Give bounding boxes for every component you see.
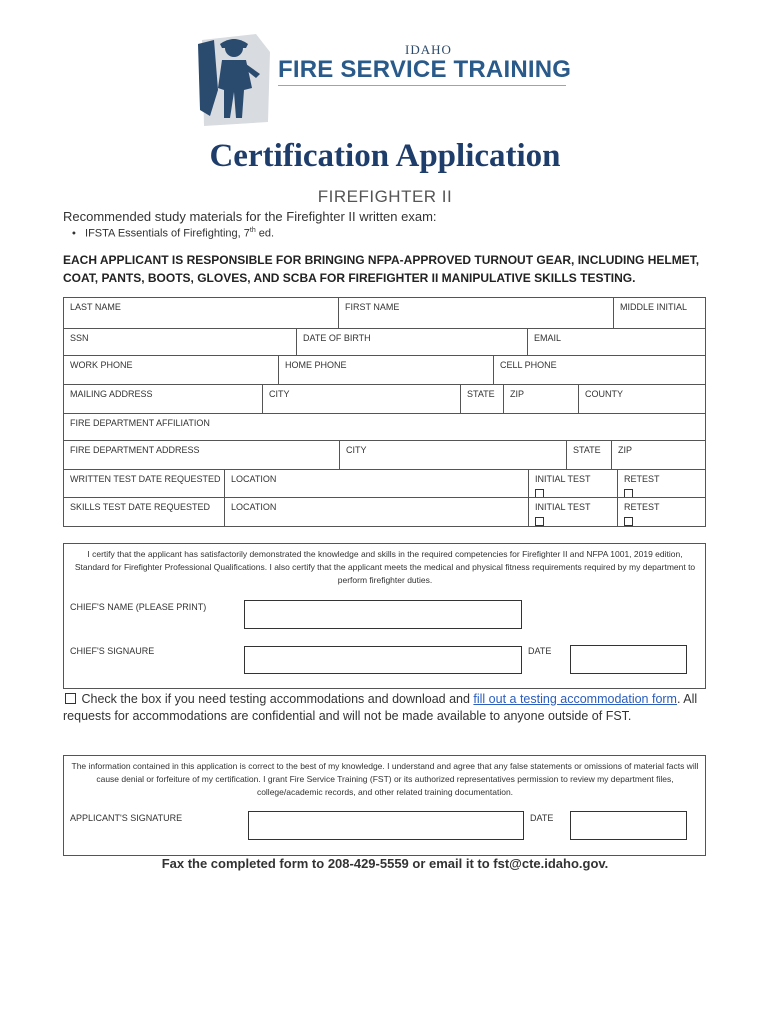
email-field[interactable]	[527, 328, 706, 356]
logo-state-text: IDAHO	[405, 42, 452, 57]
ssn-field[interactable]	[63, 328, 297, 356]
study-item: • IFSTA Essentials of Firefighting, 7th ed.	[72, 227, 275, 240]
city-label: CITY	[269, 389, 290, 399]
skills-location-label: LOCATION	[231, 502, 277, 512]
first-name-label: FIRST NAME	[345, 302, 400, 312]
accommodation-checkbox[interactable]	[65, 693, 76, 704]
page-subtitle: FIREFIGHTER II	[317, 187, 453, 206]
first-name-field[interactable]	[338, 297, 614, 329]
chief-name-label: CHIEF'S NAME (PLEASE PRINT)	[70, 602, 207, 612]
cell-phone-field[interactable]	[493, 355, 706, 385]
home-phone-label: HOME PHONE	[285, 360, 347, 370]
accommodation-form-link[interactable]: fill out a testing accommodation form	[473, 692, 677, 706]
dept-city-label: CITY	[346, 445, 367, 455]
written-initial-test-cell	[528, 469, 618, 498]
chief-signature-label: CHIEF'S SIGNAURE	[70, 646, 155, 656]
fax-email-instructions: Fax the completed form to 208-429-5559 or email it to fst@cte.idaho.gov.	[161, 856, 609, 871]
chief-name-input[interactable]	[244, 600, 522, 629]
mailing-address-label: MAILING ADDRESS	[70, 389, 153, 399]
logo-title-text: FIRE SERVICE TRAINING	[278, 56, 572, 83]
skills-initial-test-checkbox[interactable]	[535, 517, 544, 526]
dept-zip-field[interactable]	[611, 440, 706, 470]
zip-field[interactable]	[503, 384, 579, 414]
last-name-label: LAST NAME	[70, 302, 121, 312]
chief-certification-box	[63, 543, 706, 689]
applicant-date-input[interactable]	[570, 811, 687, 840]
written-date-label: WRITTEN TEST DATE REQUESTED	[70, 474, 221, 484]
skills-retest-label: RETEST	[624, 502, 660, 512]
email-label: EMAIL	[534, 333, 562, 343]
city-field[interactable]	[262, 384, 461, 414]
skills-location-field[interactable]	[224, 497, 529, 527]
middle-initial-label: MIDDLE INITIAL	[620, 302, 688, 312]
dept-zip-label: ZIP	[618, 445, 633, 455]
dept-affiliation-field[interactable]	[63, 413, 706, 441]
county-label: COUNTY	[585, 389, 623, 399]
skills-initial-test-cell	[528, 497, 618, 527]
chief-date-label: DATE	[528, 646, 552, 656]
applicant-statement: The information contained in this application is correct to the best of my knowledge. I understand and agree that any false statements or omissions of material facts will cause denial or forfeiture of my certification. I grant Fire Service Training (FST) or its authorized representatives permission to review my department files, college/academic records, and other related training documentation.	[71, 761, 699, 797]
home-phone-field[interactable]	[278, 355, 494, 385]
zip-label: ZIP	[510, 389, 525, 399]
dept-state-field[interactable]	[566, 440, 612, 470]
state-label: STATE	[467, 389, 495, 399]
written-location-field[interactable]	[224, 469, 529, 498]
logo	[190, 24, 580, 129]
work-phone-label: WORK PHONE	[70, 360, 133, 370]
applicant-signature-input[interactable]	[248, 811, 524, 840]
accommodation-suffix: . All requests for accommodations are confidential and will not be made available to anyone outside of FST.	[63, 692, 698, 723]
work-phone-field[interactable]	[63, 355, 279, 385]
written-date-field[interactable]	[63, 469, 225, 498]
skills-initial-test-label: INITIAL TEST	[535, 502, 591, 512]
gear-warning: EACH APPLICANT IS RESPONSIBLE FOR BRINGING NFPA-APPROVED TURNOUT GEAR, INCLUDING HELMET, COAT, PANTS, BOOTS, GLOVES, AND SCBA FOR FIREFIGHTER II MANIPULATIVE SKILLS TESTING.	[63, 253, 700, 285]
study-item-suffix: ed.	[255, 227, 275, 240]
firefighter-logo-icon	[196, 30, 272, 126]
written-location-label: LOCATION	[231, 474, 277, 484]
skills-retest-cell	[617, 497, 706, 527]
accommodation-note	[63, 691, 703, 725]
last-name-field[interactable]	[63, 297, 339, 329]
written-retest-cell	[617, 469, 706, 498]
study-item-text: IFSTA Essentials of Firefighting, 7	[85, 227, 250, 240]
applicant-signature-label: APPLICANT'S SIGNATURE	[70, 813, 183, 823]
dept-state-label: STATE	[573, 445, 601, 455]
dob-label: DATE OF BIRTH	[303, 333, 371, 343]
accommodation-prefix: Check the box if you need testing accommodations and download and	[81, 692, 474, 706]
skills-date-field[interactable]	[63, 497, 225, 527]
skills-retest-checkbox[interactable]	[624, 517, 633, 526]
mailing-address-field[interactable]	[63, 384, 263, 414]
state-field[interactable]	[460, 384, 504, 414]
cell-phone-label: CELL PHONE	[500, 360, 557, 370]
dept-address-label: FIRE DEPARTMENT ADDRESS	[70, 445, 200, 455]
chief-signature-input[interactable]	[244, 646, 522, 674]
page-title: Certification Application	[209, 138, 561, 174]
county-field[interactable]	[578, 384, 706, 414]
written-retest-label: RETEST	[624, 474, 660, 484]
dept-city-field[interactable]	[339, 440, 567, 470]
applicant-date-label: DATE	[530, 813, 554, 823]
ssn-label: SSN	[70, 333, 89, 343]
dept-address-field[interactable]	[63, 440, 340, 470]
middle-initial-field[interactable]	[613, 297, 706, 329]
dept-affiliation-label: FIRE DEPARTMENT AFFILIATION	[70, 418, 210, 428]
study-intro: Recommended study materials for the Firefighter II written exam:	[63, 209, 437, 224]
chief-statement: I certify that the applicant has satisfactorily demonstrated the knowledge and skills in the required competencies for Firefighter II and NFPA 1001, 2019 edition, Standard for Firefighter Professional Qualifications. I also certify that the applicant meets the medical and physical fitness requirements required by my department to perform firefighter duties.	[74, 549, 696, 585]
applicant-certification-box	[63, 755, 706, 856]
dob-field[interactable]	[296, 328, 528, 356]
logo-divider	[278, 85, 566, 86]
study-item-sup: th	[249, 227, 256, 234]
written-initial-test-label: INITIAL TEST	[535, 474, 591, 484]
skills-date-label: SKILLS TEST DATE REQUESTED	[70, 502, 211, 512]
chief-date-input[interactable]	[570, 645, 687, 674]
